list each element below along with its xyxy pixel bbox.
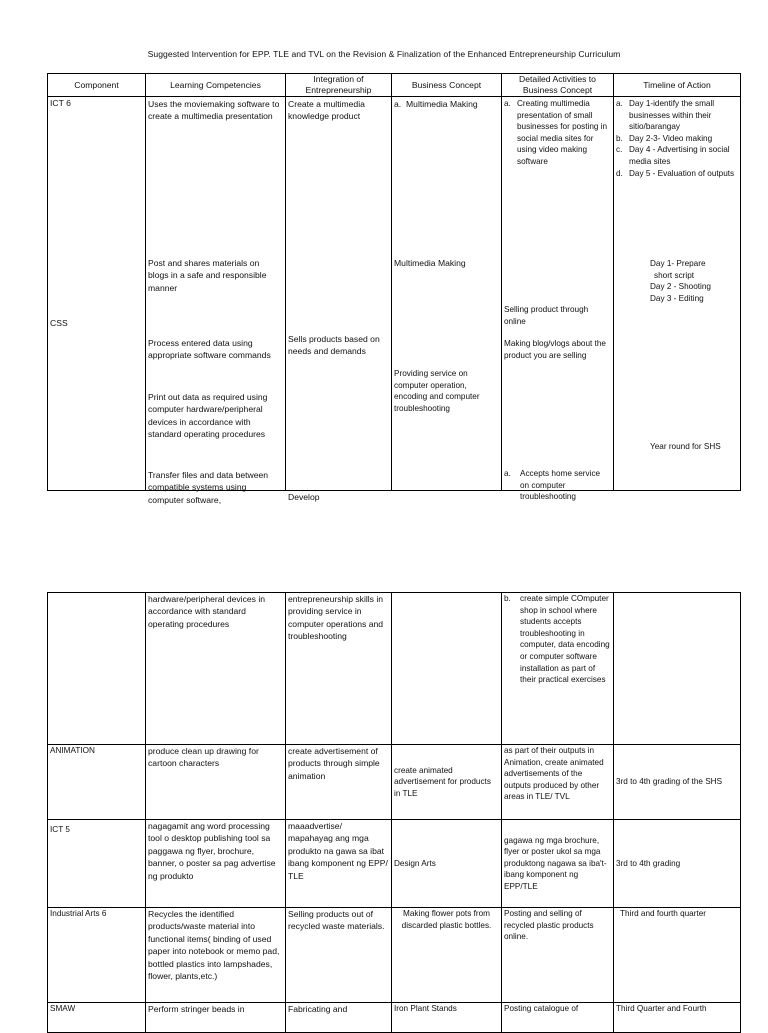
document-title: Suggested Intervention for EPP. TLE and TVL on the Revision & Finalization of the Enhanced Entrepreneurship Curriculum bbox=[147, 49, 621, 59]
activity-css-continued: b. create simple COmputer shop in school where students accepts troubleshooting in computer, data encoding or computer software installation as part of their practical exercises bbox=[502, 593, 614, 745]
activity-industrial-arts-6: Posting and selling of recycled plastic products online. bbox=[502, 908, 614, 1003]
timeline-item: a. Day 1-identify the small businesses within their sitio/barangay bbox=[616, 99, 715, 132]
header-competencies: Learning Competencies bbox=[146, 74, 286, 97]
concept-ict6-2: Multimedia Making bbox=[394, 258, 466, 268]
header-concept: Business Concept bbox=[392, 74, 502, 97]
header-component: Component bbox=[48, 74, 146, 97]
integration-animation: create advertisement of products through simple animation bbox=[286, 745, 392, 820]
intervention-table-page2 bbox=[47, 592, 741, 1033]
component-ict6: ICT 6 bbox=[50, 98, 71, 108]
integration-industrial-arts-6: Selling products out of recycled waste materials. bbox=[286, 908, 392, 1003]
component-smaw: SMAW bbox=[48, 1003, 146, 1033]
activities-cell bbox=[502, 97, 614, 502]
integration-ict6: Create a multimedia knowledge product bbox=[288, 99, 365, 122]
activity-animation: as part of their outputs in Animation, create animated advertisements of the outputs produced by other areas in TLE/ TVL bbox=[502, 745, 614, 820]
competency-industrial-arts-6: Recycles the identified products/waste material into functional items( binding of used paper into notebook or memo pad, bottled plastics into lampshades, flower, plants,etc.) bbox=[146, 908, 286, 1003]
competency-ict5: nagagamit ang word processing tool o desktop publishing tool sa paggawa ng flyer, brochure, banner, o poster sa pag advertise ng produkto bbox=[146, 820, 286, 908]
competency-smaw: Perform stringer beads in bbox=[146, 1003, 286, 1033]
concept-css: Providing service on computer operation, encoding and computer troubleshooting bbox=[394, 369, 480, 413]
concept-industrial-arts-6: Making flower pots from discarded plastic bottles. bbox=[392, 908, 502, 1003]
concept-animation: create animated advertisement for products in TLE bbox=[392, 745, 502, 820]
timeline-smaw: Third Quarter and Fourth bbox=[614, 1003, 741, 1033]
activity-ict6-1: a. Creating multimedia presentation of small businesses for posting in social media sites for using video making software bbox=[504, 99, 608, 166]
integration-css-continued: entrepreneurship skills in providing service in computer operations and troubleshooting bbox=[286, 593, 392, 745]
concept-continued bbox=[392, 593, 502, 745]
integration-css-develop: Develop bbox=[288, 492, 320, 502]
activity-ict6-2: Selling product through online bbox=[504, 305, 589, 326]
integration-ict5: maaadvertise/ mapahayag ang mga produkto na gawa sa ibat ibang komponent ng EPP/ TLE bbox=[286, 820, 392, 908]
component-cell bbox=[48, 97, 146, 491]
timeline-ict5: 3rd to 4th grading bbox=[614, 820, 741, 908]
timeline-industrial-arts-6: Third and fourth quarter bbox=[614, 908, 741, 1003]
activity-css-1: Making blog/vlogs about the product you are selling bbox=[504, 339, 606, 360]
timeline-item: d. Day 5 - Evaluation of outputs bbox=[616, 168, 735, 178]
component-industrial-arts-6: Industrial Arts 6 bbox=[48, 908, 146, 1003]
intervention-table-page1 bbox=[47, 73, 741, 505]
concept-ict6-1: a. Multimedia Making bbox=[394, 99, 478, 109]
timeline-ict6-list bbox=[616, 98, 737, 179]
competency-css-1: Process entered data using appropriate software commands bbox=[148, 338, 271, 361]
header-timeline: Timeline of Action bbox=[614, 74, 741, 97]
component-animation: ANIMATION bbox=[48, 745, 146, 820]
component-ict5: ICT 5 bbox=[48, 820, 146, 908]
integration-cell bbox=[286, 97, 392, 502]
competency-ict6-2: Post and shares materials on blogs in a safe and responsible manner bbox=[148, 258, 267, 293]
concept-smaw: Iron Plant Stands bbox=[392, 1003, 502, 1033]
activity-smaw: Posting catalogue of bbox=[502, 1003, 614, 1033]
competency-css-3: Transfer files and data between compatible systems using computer software, bbox=[148, 470, 269, 505]
timeline-continued bbox=[614, 593, 741, 745]
activity-ict5: gagawa ng mga brochure, flyer or poster ukol sa mga produktong nagawa sa iba't- ibang komponent ng EPP/TLE bbox=[502, 820, 614, 908]
component-css: CSS bbox=[50, 318, 68, 328]
header-activities: Detailed Activities to Business Concept bbox=[502, 74, 614, 97]
timeline-cell bbox=[614, 97, 741, 491]
timeline-item: c. Day 4 - Advertising in social media sites bbox=[616, 145, 730, 166]
header-integration: Integration of Entrepreneurship bbox=[286, 74, 392, 97]
activity-css-2: a. Accepts home service on computer troubleshooting bbox=[504, 469, 601, 502]
competencies-cell bbox=[146, 97, 286, 505]
integration-css: Sells products based on needs and demands bbox=[288, 334, 380, 357]
integration-smaw: Fabricating and bbox=[286, 1003, 392, 1033]
component-continued bbox=[48, 593, 146, 745]
competency-css-2: Print out data as required using computer hardware/peripheral devices in accordance with standard operating procedures bbox=[148, 392, 268, 440]
concept-cell bbox=[392, 97, 502, 491]
timeline-css: Year round for SHS bbox=[650, 442, 721, 451]
timeline-ict6-2: Day 1- Prepare short script Day 2 - Shooting Day 3 - Editing bbox=[650, 259, 711, 303]
concept-ict5: Design Arts bbox=[392, 820, 502, 908]
competency-ict6-1: Uses the moviemaking software to create a multimedia presentation bbox=[148, 99, 280, 122]
timeline-item: b. Day 2-3- Video making bbox=[616, 133, 713, 143]
competency-css-continued: hardware/peripheral devices in accordance with standard operating procedures bbox=[146, 593, 286, 745]
competency-animation: produce clean up drawing for cartoon characters bbox=[146, 745, 286, 820]
timeline-animation: 3rd to 4th grading of the SHS bbox=[614, 745, 741, 820]
